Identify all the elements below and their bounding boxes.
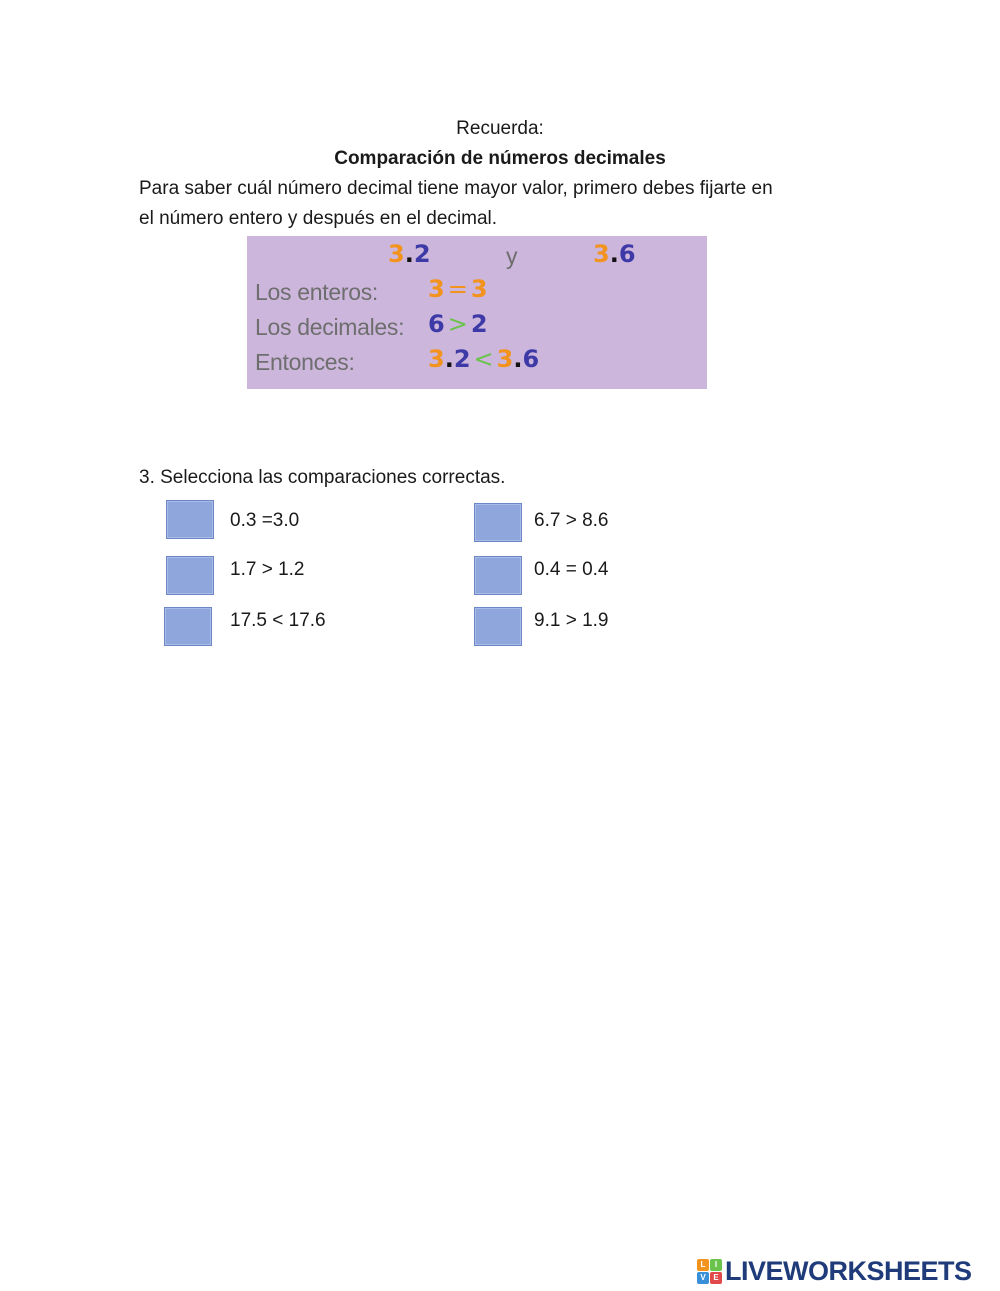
answer-label-2: 6.7 > 8.6	[534, 510, 609, 531]
answer-checkbox-3[interactable]	[166, 556, 214, 595]
enteros-label: Los enteros:	[255, 279, 378, 305]
liveworksheets-logo	[697, 1254, 972, 1288]
answer-checkbox-5[interactable]	[164, 607, 212, 646]
entonces-label: Entonces:	[255, 349, 355, 375]
logo-text: LIVEWORKSHEETS	[725, 1255, 972, 1286]
intro-text-line-1: Para saber cuál número decimal tiene mayor valor, primero debes fijarte en	[139, 178, 773, 199]
entonces-comparison: 3.2 < 3.6	[428, 345, 540, 373]
answer-checkbox-6[interactable]	[474, 607, 522, 646]
page-title: Comparación de números decimales	[334, 148, 666, 169]
decimales-comparison: 6 > 2	[428, 310, 488, 338]
answer-checkbox-2[interactable]	[474, 503, 522, 542]
question-prompt: 3. Selecciona las comparaciones correctas.	[139, 467, 506, 488]
answer-checkbox-1[interactable]	[166, 500, 214, 539]
answer-label-1: 0.3 =3.0	[230, 510, 300, 531]
example-panel	[247, 236, 707, 389]
example-number-3-2: 3.2	[388, 240, 431, 268]
example-y-connector: y	[506, 243, 518, 269]
intro-text-line-2: el número entero y después en el decimal.	[139, 208, 498, 229]
answer-label-5: 17.5 < 17.6	[230, 610, 326, 631]
answer-checkbox-4[interactable]	[474, 556, 522, 595]
answer-label-4: 0.4 = 0.4	[534, 559, 609, 580]
answer-label-6: 9.1 > 1.9	[534, 610, 609, 631]
answer-label-3: 1.7 > 1.2	[230, 559, 305, 580]
enteros-comparison: 3 = 3	[428, 275, 488, 303]
decimales-label: Los decimales:	[255, 314, 405, 340]
recuerda-label: Recuerda:	[456, 118, 544, 139]
logo-mark-icon: L I V E	[697, 1259, 722, 1284]
example-number-3-6: 3.6	[593, 240, 636, 268]
